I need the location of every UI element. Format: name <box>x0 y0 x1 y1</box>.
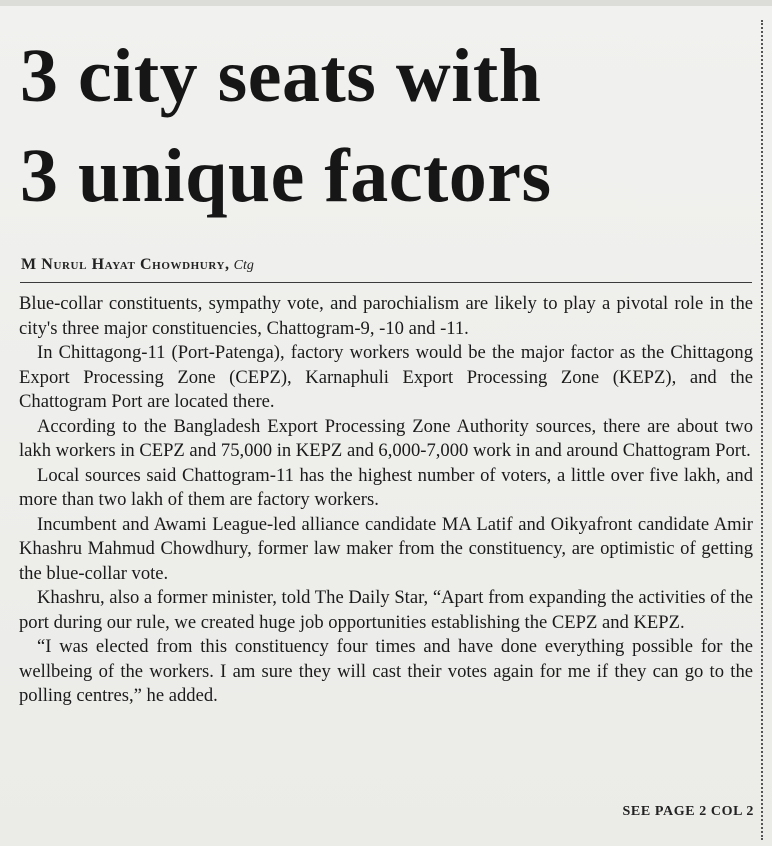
byline <box>21 253 751 277</box>
paragraph-5: Incumbent and Awami League-led alliance candidate MA Latif and Oikyafront candidate Amir Khashru Mahmud Chowdhury, former law maker from the constituency, are optimistic of getting the blue-collar vote. <box>19 513 753 584</box>
paragraph-3: According to the Bangladesh Export Processing Zone Authority sources, there are about two lakh workers in CEPZ and 75,000 in KEPZ and 6,000-7,000 work in and around Chattogram Port. <box>19 415 753 461</box>
byline-place: Ctg <box>233 258 254 273</box>
article-body <box>19 292 753 709</box>
byline-name: M Nurul Hayat Chowdhury, <box>21 256 230 273</box>
paragraph-4: Local sources said Chattogram-11 has the highest number of voters, a little over five lakh, and more than two lakh of them are factory workers. <box>19 464 753 510</box>
paragraph-1: Blue-collar constituents, sympathy vote, and parochialism are likely to play a pivotal role in the city's three major constituencies, Chattogram-9, -10 and -11. <box>19 293 753 339</box>
headline-line-2: 3 unique factors <box>20 134 552 218</box>
byline-rule <box>20 282 752 283</box>
headline-line-1: 3 city seats with <box>20 34 542 118</box>
column-divider <box>761 20 763 840</box>
paragraph-2: In Chittagong-11 (Port-Patenga), factory workers would be the major factor as the Chittagong Export Processing Zone (CEPZ), Karnaphuli Export Processing Zone (KEPZ), and the Chattogram Port are located there. <box>19 342 753 412</box>
jump-line: SEE PAGE 2 COL 2 <box>622 804 754 819</box>
paragraph-7: “I was elected from this constituency four times and have done everything possible for the wellbeing of the workers. I am sure they will cast their votes again for me if they can go to the polling centres,” he added. <box>19 636 753 706</box>
paragraph-6: Khashru, also a former minister, told The Daily Star, “Apart from expanding the activities of the port during our rule, we created huge job opportunities establishing the CEPZ and KEPZ. <box>19 587 753 633</box>
headline <box>20 26 750 226</box>
top-edge <box>0 0 772 6</box>
